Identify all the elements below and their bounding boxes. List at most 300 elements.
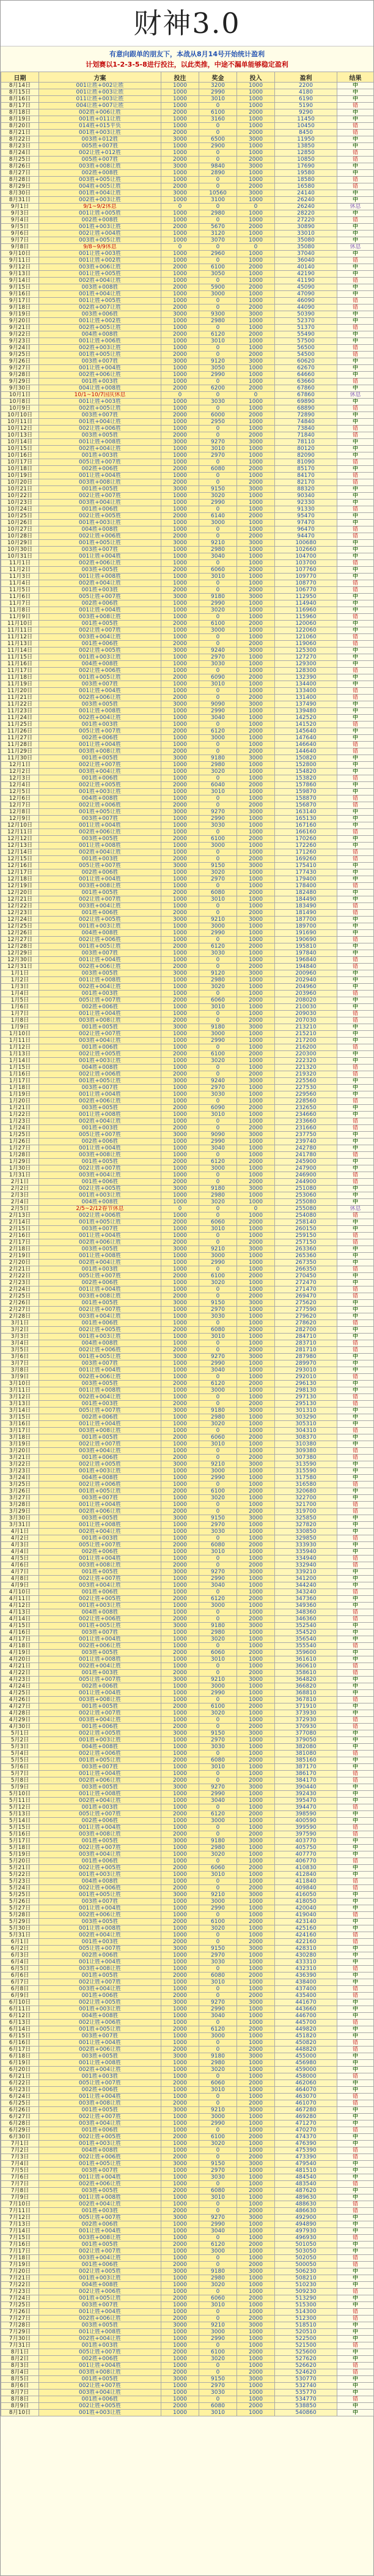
cell-stake: 2000 xyxy=(161,1347,199,1354)
cell-result: 错 xyxy=(337,1044,374,1051)
table-row xyxy=(1,997,374,1004)
cell-date: 5月28日 xyxy=(1,1912,39,1919)
cell-total: 359600 xyxy=(275,1650,337,1656)
cell-input: 2000 xyxy=(237,2154,275,2161)
cell-date: 1月8日 xyxy=(1,1017,39,1024)
cell-stake: 3000 xyxy=(161,1569,199,1576)
cell-result: 中 xyxy=(337,782,374,789)
cell-date: 2月21日 xyxy=(1,1266,39,1273)
cell-plan: 002胜+004让胜 xyxy=(39,984,161,991)
cell-plan: 001胜+003胜 xyxy=(39,1266,161,1273)
cell-date: 11月19日 xyxy=(1,681,39,688)
cell-prize: 3020 xyxy=(199,869,237,876)
table-row xyxy=(1,2094,374,2100)
table-row xyxy=(1,412,374,419)
cell-prize: 6100 xyxy=(199,264,237,271)
table-row xyxy=(1,123,374,130)
cell-stake: 3000 xyxy=(161,1300,199,1307)
cell-prize: 2990 xyxy=(199,600,237,607)
cell-stake: 1000 xyxy=(161,520,199,526)
table-row xyxy=(1,1024,374,1031)
cell-date: 6月28日 xyxy=(1,2120,39,2127)
cell-total: 424160 xyxy=(275,1932,337,1939)
cell-result: 错 xyxy=(337,1609,374,1616)
cell-total: 45090 xyxy=(275,284,337,291)
cell-plan: 003胜+004让胜 xyxy=(39,1172,161,1179)
cell-date: 1月15日 xyxy=(1,1065,39,1071)
cell-plan: 002胜+004让胜 xyxy=(39,1529,161,1535)
cell-result: 中 xyxy=(337,419,374,426)
cell-plan: 002胜+006让胜 xyxy=(39,1643,161,1650)
cell-input: 1000 xyxy=(237,553,275,560)
cell-result: 中 xyxy=(337,2268,374,2275)
cell-plan: 001胜+004让胜 xyxy=(39,190,161,197)
cell-stake: 2000 xyxy=(161,1703,199,1710)
cell-input: 1000 xyxy=(237,345,275,352)
table-row xyxy=(1,2363,374,2369)
cell-total: 518510 xyxy=(275,2322,337,2329)
cell-stake: 2000 xyxy=(161,910,199,917)
cell-date: 11月22日 xyxy=(1,701,39,708)
table-row xyxy=(1,2141,374,2147)
cell-total: 483540 xyxy=(275,2181,337,2188)
cell-plan: 001胜+006胜 xyxy=(39,910,161,917)
cell-date: 8月15日 xyxy=(1,89,39,96)
cell-total: 451820 xyxy=(275,2033,337,2040)
table-row xyxy=(1,304,374,311)
cell-prize: 3030 xyxy=(199,1091,237,1098)
cell-prize: 9210 xyxy=(199,1892,237,1899)
cell-plan: 001让胜+003胜 xyxy=(39,399,161,405)
cell-result: 中 xyxy=(337,2188,374,2194)
cell-plan: 001让胜+008胜 xyxy=(39,439,161,446)
cell-stake: 3000 xyxy=(161,358,199,365)
cell-stake: 3000 xyxy=(161,755,199,762)
cell-stake: 3000 xyxy=(161,1078,199,1085)
table-row xyxy=(1,1899,374,1905)
cell-date: 4月6日 xyxy=(1,1562,39,1569)
cell-total: 37040 xyxy=(275,251,337,257)
table-row xyxy=(1,1502,374,1508)
cell-total: 122060 xyxy=(275,627,337,634)
table-row xyxy=(1,722,374,728)
cell-prize: 0 xyxy=(199,668,237,674)
cell-date: 8月16日 xyxy=(1,96,39,103)
cell-input: 2000 xyxy=(237,130,275,136)
cell-stake: 1000 xyxy=(161,896,199,903)
cell-input: 1000 xyxy=(237,372,275,378)
cell-stake: 1000 xyxy=(161,2040,199,2046)
table-row xyxy=(1,2161,374,2168)
cell-result: 中 xyxy=(337,1058,374,1065)
table-row xyxy=(1,204,374,210)
cell-stake: 1000 xyxy=(161,1636,199,1643)
cell-input: 1000 xyxy=(237,1118,275,1125)
cell-plan: 002胜+006胜 xyxy=(39,466,161,473)
cell-result: 错 xyxy=(337,587,374,594)
cell-total: 520510 xyxy=(275,2329,337,2336)
cell-stake: 2000 xyxy=(161,2080,199,2087)
cell-prize: 3010 xyxy=(199,574,237,580)
cell-date: 5月19日 xyxy=(1,1851,39,1858)
cell-result: 中 xyxy=(337,1219,374,1226)
cell-result: 中 xyxy=(337,2410,374,2416)
cell-prize: 2980 xyxy=(199,1414,237,1421)
cell-total: 210030 xyxy=(275,1004,337,1011)
cell-input: 3000 xyxy=(237,2107,275,2114)
cell-date: 6月10日 xyxy=(1,1999,39,2006)
cell-result: 错 xyxy=(337,1286,374,1293)
cell-result: 中 xyxy=(337,1004,374,1011)
table-row xyxy=(1,2100,374,2107)
cell-date: 4月26日 xyxy=(1,1697,39,1703)
cell-total: 132390 xyxy=(275,674,337,681)
cell-date: 10月14日 xyxy=(1,439,39,446)
cell-input: 3000 xyxy=(237,190,275,197)
cell-result: 中 xyxy=(337,1273,374,1280)
cell-date: 10月12日 xyxy=(1,426,39,432)
cell-plan: 002胜+008胜 xyxy=(39,217,161,224)
cell-result: 错 xyxy=(337,2094,374,2100)
cell-total: 293010 xyxy=(275,1367,337,1374)
cell-stake: 1000 xyxy=(161,2181,199,2188)
cell-date: 4月11日 xyxy=(1,1596,39,1603)
cell-stake: 1000 xyxy=(161,325,199,331)
cell-result: 错 xyxy=(337,1320,374,1327)
cell-date: 10月8日 xyxy=(1,399,39,405)
table-row xyxy=(1,345,374,352)
cell-input: 1000 xyxy=(237,681,275,688)
cell-prize: 2990 xyxy=(199,2221,237,2228)
cell-plan: 002胜+006让胜 xyxy=(39,2181,161,2188)
table-row xyxy=(1,970,374,977)
cell-date: 3月29日 xyxy=(1,1508,39,1515)
cell-stake: 1000 xyxy=(161,2073,199,2080)
cell-input: 3000 xyxy=(237,755,275,762)
cell-plan: 003胜+007胜 xyxy=(39,816,161,822)
cell-date: 5月4日 xyxy=(1,1751,39,1757)
cell-input: 2000 xyxy=(237,1125,275,1132)
cell-plan: 001胜+006胜 xyxy=(39,1589,161,1596)
cell-stake: 1000 xyxy=(161,2168,199,2174)
table-row xyxy=(1,574,374,580)
cell-total: 114940 xyxy=(275,600,337,607)
cell-total: 386170 xyxy=(275,1771,337,1777)
cell-input: 2000 xyxy=(237,1017,275,1024)
cell-date: 7月19日 xyxy=(1,2262,39,2268)
cell-date: 9月15日 xyxy=(1,284,39,291)
cell-prize: 3000 xyxy=(199,1387,237,1394)
cell-date: 10月16日 xyxy=(1,452,39,459)
cell-prize: 0 xyxy=(199,1616,237,1623)
cell-plan: 001让胜+004胜 xyxy=(39,1233,161,1239)
cell-result: 错 xyxy=(337,1535,374,1542)
table-row xyxy=(1,1892,374,1899)
cell-total: 346360 xyxy=(275,1616,337,1623)
cell-total: 170260 xyxy=(275,836,337,843)
cell-stake: 1000 xyxy=(161,816,199,822)
table-row xyxy=(1,795,374,802)
cell-result: 中 xyxy=(337,1656,374,1663)
cell-total: 313590 xyxy=(275,1461,337,1468)
cell-total: 74840 xyxy=(275,419,337,426)
cell-plan: 001胜+003胜 xyxy=(39,1804,161,1811)
cell-result: 错 xyxy=(337,150,374,157)
table-row xyxy=(1,789,374,795)
cell-prize: 2900 xyxy=(199,143,237,150)
cell-prize: 0 xyxy=(199,1233,237,1239)
cell-prize: 0 xyxy=(199,1885,237,1892)
cell-plan: 002让胜+007胜 xyxy=(39,627,161,634)
cell-date: 7月11日 xyxy=(1,2208,39,2215)
cell-date: 7月17日 xyxy=(1,2248,39,2255)
cell-prize: 6060 xyxy=(199,2295,237,2302)
cell-date: 4月15日 xyxy=(1,1623,39,1629)
cell-date: 6月19日 xyxy=(1,2060,39,2067)
cell-plan: 004胜+008胜 xyxy=(39,2282,161,2289)
cell-plan: 004让胜+007让胜 xyxy=(39,103,161,109)
cell-result: 中 xyxy=(337,574,374,580)
cell-input: 1000 xyxy=(237,1878,275,1885)
table-row xyxy=(1,2188,374,2194)
cell-date: 3月17日 xyxy=(1,1428,39,1434)
cell-date: 5月6日 xyxy=(1,1764,39,1771)
table-row xyxy=(1,1286,374,1293)
cell-stake: 1000 xyxy=(161,177,199,183)
cell-date: 7月26日 xyxy=(1,2309,39,2316)
cell-date: 11月10日 xyxy=(1,621,39,627)
cell-total: 82090 xyxy=(275,452,337,459)
cell-input: 3000 xyxy=(237,1892,275,1899)
cell-prize: 3010 xyxy=(199,1112,237,1118)
cell-total: 26240 xyxy=(275,204,337,210)
cell-plan: 001胜+005胜 xyxy=(39,1300,161,1307)
cell-prize: 0 xyxy=(199,157,237,163)
cell-prize: 6120 xyxy=(199,2242,237,2248)
cell-total: 348360 xyxy=(275,1609,337,1616)
cell-result: 中 xyxy=(337,567,374,574)
cell-date: 1月28日 xyxy=(1,1152,39,1159)
cell-input: 1000 xyxy=(237,251,275,257)
cell-total: 423140 xyxy=(275,1919,337,1925)
table-row xyxy=(1,170,374,177)
cell-input: 1000 xyxy=(237,1912,275,1919)
cell-total: 487620 xyxy=(275,2188,337,2194)
table-row xyxy=(1,1535,374,1542)
table-row xyxy=(1,1475,374,1482)
table-row xyxy=(1,338,374,345)
table-row xyxy=(1,1152,374,1159)
cell-stake: 2000 xyxy=(161,1051,199,1058)
cell-date: 12月27日 xyxy=(1,937,39,943)
cell-input: 1000 xyxy=(237,883,275,890)
table-row xyxy=(1,937,374,943)
cell-total: 6190 xyxy=(275,96,337,103)
cell-stake: 1000 xyxy=(161,1737,199,1744)
cell-result: 中 xyxy=(337,1576,374,1582)
cell-result: 中 xyxy=(337,2174,374,2181)
cell-plan: 002让胜+007胜 xyxy=(39,2383,161,2390)
cell-total: 52370 xyxy=(275,318,337,325)
cell-plan: 002让胜+006胜 xyxy=(39,2020,161,2026)
cell-plan: 002让胜+007胜 xyxy=(39,2114,161,2120)
cell-date: 8月24日 xyxy=(1,150,39,157)
cell-plan: 005让胜+007胜 xyxy=(39,1946,161,1952)
table-row xyxy=(1,284,374,291)
cell-result: 中 xyxy=(337,466,374,473)
cell-plan: 002胜+006让胜 xyxy=(39,560,161,567)
cell-plan: 001胜+005胜 xyxy=(39,1838,161,1845)
cell-stake: 2000 xyxy=(161,1616,199,1623)
cell-result: 错 xyxy=(337,668,374,674)
table-row xyxy=(1,1192,374,1199)
cell-plan: 001让胜+003让胜 xyxy=(39,89,161,96)
cell-result: 错 xyxy=(337,378,374,385)
cell-total: 284710 xyxy=(275,1334,337,1340)
cell-result: 错 xyxy=(337,883,374,890)
cell-stake: 2000 xyxy=(161,748,199,755)
cell-result: 中 xyxy=(337,654,374,661)
cell-result: 错 xyxy=(337,325,374,331)
cell-total: 266350 xyxy=(275,1266,337,1273)
cell-plan: 001让胜+004胜 xyxy=(39,1502,161,1508)
cell-date: 6月26日 xyxy=(1,2107,39,2114)
table-row xyxy=(1,950,374,957)
cell-input: 1000 xyxy=(237,500,275,506)
cell-input: 2000 xyxy=(237,1071,275,1078)
cell-total: 319700 xyxy=(275,1508,337,1515)
cell-input: 1000 xyxy=(237,2221,275,2228)
table-row xyxy=(1,977,374,984)
cell-stake: 1000 xyxy=(161,473,199,479)
cell-input: 1000 xyxy=(237,1286,275,1293)
cell-date: 10月1日 xyxy=(1,392,39,399)
cell-input: 2000 xyxy=(237,2208,275,2215)
cell-result: 错 xyxy=(337,2073,374,2080)
cell-prize: 6120 xyxy=(199,331,237,338)
table-row xyxy=(1,1522,374,1529)
cell-input: 1000 xyxy=(237,2168,275,2174)
cell-stake: 2000 xyxy=(161,1179,199,1186)
column-header-input: 投入 xyxy=(237,72,275,83)
table-row xyxy=(1,2242,374,2248)
table-row xyxy=(1,2289,374,2295)
table-row xyxy=(1,1556,374,1562)
cell-result: 错 xyxy=(337,1643,374,1650)
cell-stake: 1000 xyxy=(161,1199,199,1206)
cell-stake: 2000 xyxy=(161,466,199,473)
table-row xyxy=(1,1912,374,1919)
cell-input: 2000 xyxy=(237,109,275,116)
cell-stake: 2000 xyxy=(161,641,199,648)
cell-plan: 002让胜+005胜 xyxy=(39,1461,161,1468)
cell-plan: 001胜+006胜 xyxy=(39,1320,161,1327)
table-row xyxy=(1,1771,374,1777)
cell-result: 中 xyxy=(337,1468,374,1475)
cell-plan: 001胜+005胜 xyxy=(39,2242,161,2248)
cell-stake: 1000 xyxy=(161,1697,199,1703)
table-row xyxy=(1,567,374,574)
cell-plan: 001胜+005让胜 xyxy=(39,1078,161,1085)
cell-date: 8月3日 xyxy=(1,2363,39,2369)
table-row xyxy=(1,1105,374,1112)
cell-total: 456980 xyxy=(275,2060,337,2067)
cell-date: 5月7日 xyxy=(1,1771,39,1777)
cell-prize: 6060 xyxy=(199,1219,237,1226)
cell-prize: 0 xyxy=(199,910,237,917)
cell-result: 错 xyxy=(337,1152,374,1159)
cell-prize: 9180 xyxy=(199,1838,237,1845)
cell-date: 12月19日 xyxy=(1,883,39,890)
cell-total: 372930 xyxy=(275,1717,337,1724)
cell-prize: 0 xyxy=(199,1125,237,1132)
cell-total: 315590 xyxy=(275,1468,337,1475)
cell-prize: 3010 xyxy=(199,1334,237,1340)
cell-prize: 6100 xyxy=(199,1488,237,1495)
cell-stake: 1000 xyxy=(161,580,199,587)
cell-total: 370930 xyxy=(275,1724,337,1730)
cell-input: 2000 xyxy=(237,943,275,950)
cell-stake: 1000 xyxy=(161,1172,199,1179)
cell-input: 3000 xyxy=(237,1461,275,1468)
cell-result: 错 xyxy=(337,1011,374,1017)
cell-prize: 6140 xyxy=(199,513,237,520)
cell-stake: 1000 xyxy=(161,1845,199,1851)
cell-plan: 001让胜+004胜 xyxy=(39,1367,161,1374)
cell-stake: 2000 xyxy=(161,1159,199,1165)
table-row xyxy=(1,2087,374,2094)
table-row xyxy=(1,1804,374,1811)
cell-date: 3月28日 xyxy=(1,1502,39,1508)
cell-plan: 002胜+004让胜 xyxy=(39,446,161,452)
cell-input: 1000 xyxy=(237,1421,275,1428)
cell-total: 343240 xyxy=(275,1589,337,1596)
cell-stake: 2000 xyxy=(161,533,199,540)
cell-prize: 3020 xyxy=(199,2067,237,2073)
cell-result: 错 xyxy=(337,298,374,304)
cell-plan: 002让胜+007胜 xyxy=(39,1576,161,1582)
page-title: 财神3.0 xyxy=(1,1,373,46)
cell-date: 12月31日 xyxy=(1,964,39,970)
cell-plan: 002胜+006胜 xyxy=(39,2356,161,2363)
cell-total: 512300 xyxy=(275,2316,337,2322)
table-row xyxy=(1,136,374,143)
cell-plan: 002胜+004让胜 xyxy=(39,580,161,587)
cell-plan: 001胜+003让胜 xyxy=(39,520,161,526)
cell-stake: 1000 xyxy=(161,170,199,177)
cell-input: 1000 xyxy=(237,2390,275,2396)
cell-total: 115960 xyxy=(275,614,337,621)
cell-result: 中 xyxy=(337,1710,374,1717)
cell-input: 1000 xyxy=(237,2255,275,2262)
cell-total: 179400 xyxy=(275,876,337,883)
cell-prize: 0 xyxy=(199,587,237,594)
cell-prize: 0 xyxy=(199,2396,237,2403)
cell-input: 1000 xyxy=(237,869,275,876)
cell-prize: 2890 xyxy=(199,170,237,177)
table-row xyxy=(1,1643,374,1650)
table-row xyxy=(1,627,374,634)
cell-prize: 2990 xyxy=(199,372,237,378)
cell-total: 5190 xyxy=(275,103,337,109)
cell-date: 4月28日 xyxy=(1,1710,39,1717)
cell-plan: 002让胜+005胜 xyxy=(39,1596,161,1603)
cell-date: 7月16日 xyxy=(1,2242,39,2248)
cell-prize: 6500 xyxy=(199,136,237,143)
cell-prize: 0 xyxy=(199,1556,237,1562)
cell-input: 1000 xyxy=(237,574,275,580)
cell-plan: 005让胜+007胜 xyxy=(39,997,161,1004)
